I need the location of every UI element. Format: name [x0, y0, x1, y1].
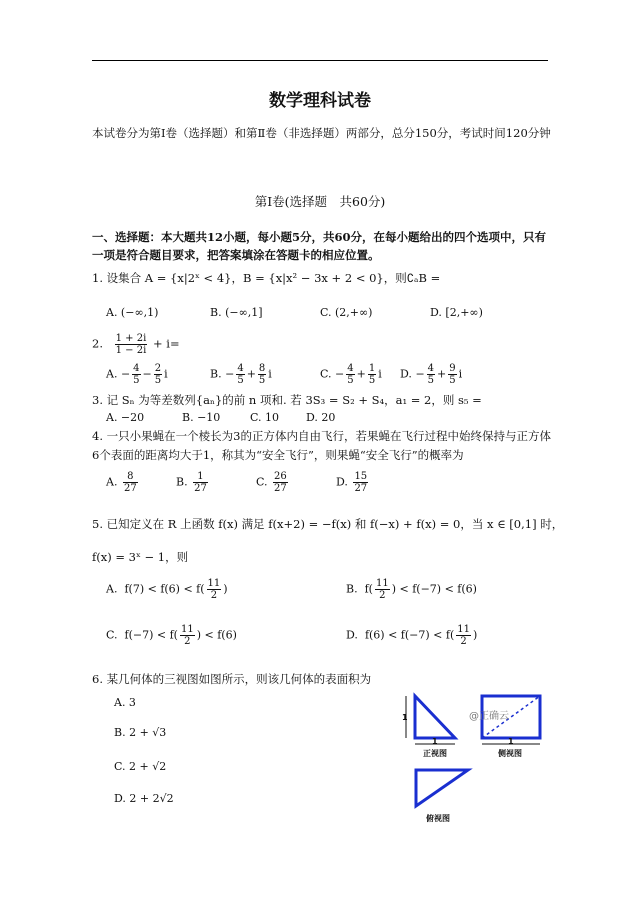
question-2-fraction	[115, 333, 148, 356]
option-text-pre: f(−7) < f(	[124, 628, 178, 642]
question-5-line-2: f(x) = 3ˣ − 1，则	[92, 550, 189, 564]
fraction-numerator: 1	[193, 471, 208, 483]
dimension-label-side-base: 1	[508, 737, 514, 746]
option-text-pre: f(	[364, 582, 373, 596]
question-5-line-1: 5. 已知定义在 R 上函数 f(x) 满足 f(x+2) = −f(x) 和 f(−x) + f(x) = 0，当 x ∈ [0,1] 时，	[92, 517, 564, 531]
fraction-numerator: 15	[354, 471, 368, 482]
fraction-numerator: 4	[237, 363, 244, 374]
question-4-option-c	[256, 471, 290, 494]
fraction-numerator: 11	[180, 624, 194, 635]
option-sign: −	[415, 367, 425, 381]
option-text-post: )	[223, 582, 228, 596]
option-fraction-b	[258, 363, 266, 386]
option-suffix: i	[268, 367, 272, 381]
question-6-option-a: A. 3	[114, 696, 136, 709]
option-label: D.	[400, 367, 412, 381]
option-fraction-a	[236, 363, 244, 386]
question-6-option-c: C. 2 + √2	[114, 760, 167, 773]
option-operator: +	[437, 367, 447, 381]
fraction-numerator: 8	[258, 363, 266, 374]
question-2-option-a	[106, 363, 168, 386]
question-5-option-a	[106, 578, 228, 601]
option-label: C.	[320, 367, 332, 381]
question-1-option-d: D. [2,+∞)	[430, 306, 483, 319]
option-text-post: ) < f(6)	[196, 628, 237, 642]
option-operator: +	[246, 367, 256, 381]
question-3-option-a: A. −20	[106, 411, 145, 424]
option-label: C.	[256, 475, 268, 489]
question-6-option-b: B. 2 + √3	[114, 726, 167, 739]
front-view-label: 正视图	[423, 749, 447, 758]
question-4-option-b	[176, 471, 210, 494]
question-1-stem: 1. 设集合 A = {x|2ˣ < 4}，B = {x|x² − 3x + 2 < 0}，则∁ₐB =	[92, 271, 441, 285]
fraction-denominator: 27	[123, 483, 137, 494]
option-fraction-b	[154, 363, 162, 386]
question-1-option-b: B. (−∞,1]	[210, 306, 263, 319]
option-text-post: ) < f(−7) < f(6)	[391, 582, 477, 596]
option-fraction-a	[132, 363, 140, 386]
option-text-pre: f(7) < f(6) < f(	[124, 582, 205, 596]
question-2-option-b	[210, 363, 272, 386]
question-3-option-c: C. 10	[250, 411, 280, 424]
fraction-numerator: 26	[274, 471, 287, 482]
fraction-numerator: 11	[375, 578, 389, 589]
option-text-post: )	[472, 628, 478, 642]
question-3-option-b: B. −10	[182, 411, 221, 424]
side-view-label: 侧视图	[498, 749, 522, 758]
fraction-denominator: 5	[133, 375, 140, 386]
option-label: A.	[106, 582, 118, 596]
option-label: B.	[346, 582, 358, 596]
question-2-number: 2.	[92, 336, 103, 351]
fraction-denominator: 5	[368, 375, 376, 386]
question-3-stem: 3. 记 Sₙ 为等差数列{aₙ}的前 n 项和. 若 3S₃ = S₂ + S₄，a₁ = 2，则 s₅ =	[92, 393, 482, 407]
question-3-option-d: D. 20	[306, 411, 336, 424]
fraction-denominator: 5	[154, 375, 162, 386]
option-fraction	[375, 578, 390, 601]
option-suffix: i	[458, 367, 463, 381]
question-4-line-1: 4. 一只小果蝇在一个棱长为3的正方体内自由飞行，若果蝇在飞行过程中始终保持与正方体	[92, 429, 551, 443]
fraction-denominator: 2	[184, 636, 191, 647]
option-fraction-b	[448, 363, 456, 386]
fraction-denominator: 1 − 2i	[115, 345, 147, 356]
fraction-denominator: 5	[427, 375, 435, 386]
option-sign: −	[335, 367, 345, 381]
option-fraction	[456, 624, 471, 647]
option-fraction	[353, 471, 368, 494]
fraction-denominator: 2	[379, 590, 386, 601]
option-label: A.	[106, 475, 118, 489]
fraction-numerator: 4	[347, 363, 354, 374]
fraction-numerator: 11	[457, 624, 470, 635]
option-fraction	[207, 578, 222, 601]
option-sign: −	[225, 367, 235, 381]
fraction-denominator: 2	[460, 636, 467, 647]
part-one-title: 第Ⅰ卷(选择题 共60分)	[254, 194, 386, 209]
option-operator: −	[142, 367, 152, 381]
option-label: C.	[106, 628, 118, 642]
option-operator: +	[356, 367, 366, 381]
question-4-option-a	[106, 471, 140, 494]
fraction-numerator: 1 + 2i	[115, 333, 147, 344]
option-suffix: i	[378, 367, 382, 381]
option-fraction-a	[346, 363, 354, 386]
option-fraction-b	[368, 363, 376, 386]
fraction-denominator: 27	[354, 483, 368, 494]
fraction-numerator: 4	[133, 363, 140, 374]
fraction-numerator: 9	[449, 363, 456, 374]
option-label: A.	[106, 367, 118, 381]
question-2-option-d	[400, 363, 462, 386]
question-2-tail: + i=	[152, 336, 180, 351]
watermark: @正确云	[469, 711, 509, 722]
fraction-denominator: 5	[258, 375, 266, 386]
top-view-label: 俯视图	[426, 814, 450, 823]
fraction-numerator: 4	[427, 363, 435, 374]
question-6-option-d: D. 2 + 2√2	[114, 792, 174, 805]
top-view-triangle	[416, 770, 468, 806]
question-2-option-c	[320, 363, 382, 386]
question-5-option-c	[106, 624, 237, 647]
option-label: B.	[210, 367, 222, 381]
fraction-numerator: 1	[368, 363, 376, 374]
question-6-stem: 6. 某几何体的三视图如图所示，则该几何体的表面积为	[92, 672, 372, 686]
option-fraction-a	[427, 363, 435, 386]
option-fraction	[123, 471, 138, 494]
fraction-denominator: 5	[449, 375, 456, 386]
fraction-numerator: 2	[154, 363, 162, 374]
dimension-label-height: 1	[402, 713, 408, 722]
question-5-option-d	[346, 624, 477, 647]
front-view-hypotenuse	[415, 696, 455, 738]
option-sign: −	[120, 367, 131, 381]
fraction-numerator: 11	[207, 578, 221, 589]
fraction-denominator: 5	[237, 375, 244, 386]
section-instructions: 一、选择题：本大题共12小题，每小题5分，共60分，在每小题给出的四个选项中，只有一项是符合题目要求，把答案填涂在答题卡的相应位置。	[92, 230, 547, 262]
dimension-label-front-base: 1	[432, 737, 438, 746]
option-label: D.	[336, 475, 348, 489]
question-2-stem	[92, 333, 180, 356]
fraction-denominator: 5	[347, 375, 354, 386]
option-suffix: i	[164, 367, 168, 381]
fraction-numerator: 8	[123, 471, 138, 483]
question-4-line-2: 6个表面的距离均大于1，称其为“安全飞行”，则果蝇“安全飞行”的概率为	[92, 448, 464, 462]
option-label: B.	[176, 475, 188, 489]
exam-intro: 本试卷分为第Ⅰ卷（选择题）和第Ⅱ卷（非选择题）两部分，总分150分，考试时间120分钟	[92, 126, 551, 140]
fraction-denominator: 27	[194, 483, 207, 494]
option-fraction	[180, 624, 195, 647]
fraction-denominator: 27	[274, 483, 287, 494]
option-text-pre: f(6) < f(−7) < f(	[364, 628, 455, 642]
question-1-option-a: A. (−∞,1)	[106, 306, 159, 319]
option-fraction	[273, 471, 288, 494]
page-title: 数学理科试卷	[269, 91, 371, 111]
question-1-option-c: C. (2,+∞)	[320, 306, 373, 319]
question-4-option-d	[336, 471, 370, 494]
option-fraction	[193, 471, 208, 494]
option-label: D.	[346, 628, 358, 642]
top-rule	[92, 60, 548, 61]
fraction-denominator: 2	[210, 590, 218, 601]
question-5-option-b	[346, 578, 477, 601]
